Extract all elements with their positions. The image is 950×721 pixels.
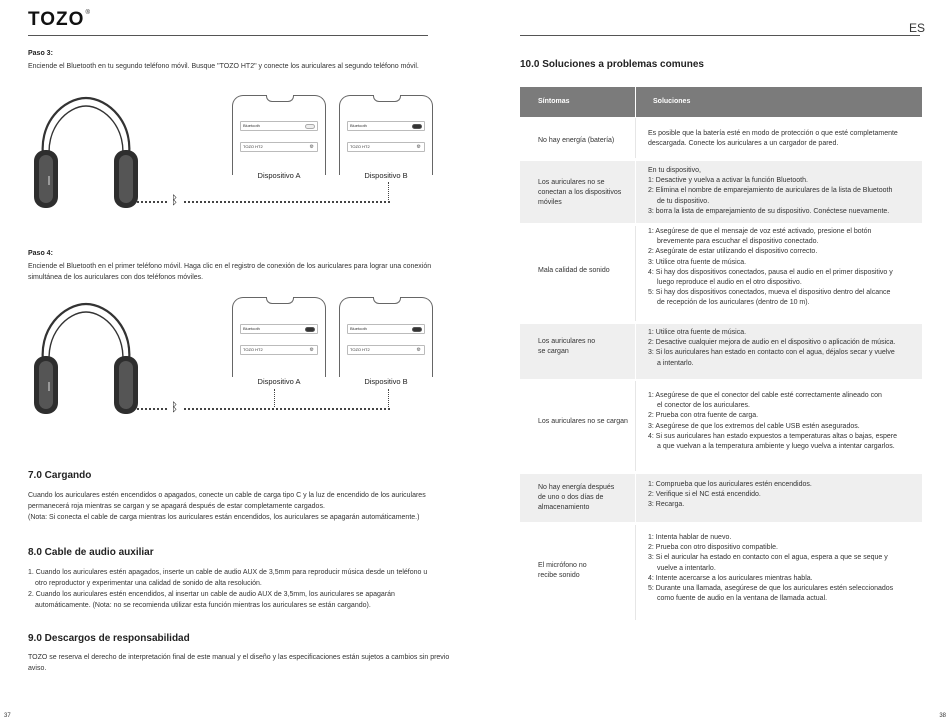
solution-line: 2: Desactive cualquier mejora de audio en el dispositivo o aplicación de música. [648,339,896,347]
solution-line: de tu dispositivo. [657,197,710,205]
symptom-line: Los auriculares no se [538,179,605,186]
solution-line: 1: Asegúrese de que el conector del cable esté correctamente alineado con [648,392,882,399]
symptom-line: Los auriculares no se cargan [538,418,628,425]
solution-line: 2: Prueba con otra fuente de carga. [648,412,759,420]
section-8-item-1-cont: otro reproductor y experimentar una calidad de sonido de alta resolución. [35,580,262,587]
section-8-item-2: 2. Cuando los auriculares estén encendidos, al insertar un cable de audio AUX de 3,5mm, los auriculares se apagarán [28,591,395,598]
solution-line: 1: Comprueba que los auriculares estén encendidos. [648,481,812,488]
connection-dots [137,201,167,203]
symptom-cell [538,266,634,276]
header-divider-line [635,87,636,117]
connection-dots [184,201,390,203]
right-page [475,0,950,721]
paired-device-row: TOZO HT2 ⚙ [240,142,318,152]
solution-line: 3: Utilice otra fuente de música. [648,258,747,266]
device-a-label: Dispositivo A [257,377,301,386]
bluetooth-setting-row: Bluetooth [347,121,425,131]
solution-cell [648,480,918,511]
section-8-title: 8.0 Cable de audio auxiliar [28,547,154,558]
paired-device-row: TOZO HT2 ⚙ [347,142,425,152]
phone-notch [266,297,294,304]
solution-line: el conector de los auriculares. [657,402,750,410]
solution-line: 1: Utilice otra fuente de música. [648,329,747,336]
bluetooth-setting-row: Bluetooth [240,121,318,131]
symptom-line: El micrófono no [538,562,587,569]
solution-line: 4: Si sus auriculares han estado expuestos a temperaturas altas o bajas, espere [648,432,898,440]
column-divider [635,324,636,379]
symptom-cell [538,178,634,208]
symptom-cell [538,561,634,581]
symptom-line: móviles [538,199,562,206]
column-divider [635,474,636,522]
section-10-title: 10.0 Soluciones a problemas comunes [520,59,704,70]
solution-cell [648,328,918,369]
connection-dots [274,389,276,407]
column-divider [635,161,636,223]
header-solutions: Soluciones [653,98,691,105]
solution-line: vuelve a intentarlo. [657,564,716,572]
column-divider [635,525,636,620]
bluetooth-toggle-on [412,327,422,332]
solution-line: En tu dispositivo, [648,167,701,174]
column-divider [635,381,636,471]
table-row [520,226,922,321]
section-8-text [28,567,458,611]
solution-line: 3: Recarga. [648,501,685,509]
solution-line: 4: Intente acercarse a los auriculares mientras habla. [648,574,813,582]
phone-device-a [232,297,326,377]
symptom-cell [538,483,634,513]
column-divider [635,118,636,158]
section-8-item-1: 1. Cuando los auriculares estén apagados, inserte un cable de audio AUX de 3,5mm para reproducir música desde un teléfono u [28,569,428,576]
symptom-cell [538,337,634,357]
device-b-label: Dispositivo B [364,377,408,386]
info-icon: ⚙ [309,144,314,150]
solution-line: 3: Si los auriculares han estado en contacto con el agua, déjalos secar y vuelve [648,349,895,357]
solution-line: luego reproduce el audio en el otro dispositivo. [657,279,802,287]
bluetooth-icon: ᛒ [171,193,179,207]
symptom-line: recibe sonido [538,572,580,579]
solution-line: de recepción de los auriculares (dentro de 10 m). [657,299,810,307]
phone-notch [373,95,401,102]
solution-line: a intentarlo. [657,359,694,367]
solution-line: como fuente de audio en la ventana de llamada actual. [657,595,828,603]
section-9-title: 9.0 Descargos de responsabilidad [28,633,190,644]
bluetooth-toggle-off [305,124,315,129]
solution-cell [648,129,918,149]
symptom-line: almacenamiento [538,504,590,511]
solution-cell [648,533,918,604]
language-code: ES [908,21,925,35]
step3-title: Paso 3: [28,50,53,57]
phone-device-b [339,95,433,175]
table-row [520,161,922,223]
headphone-illustration [30,92,142,216]
solution-line: 5: Si hay dos dispositivos conectados, mueva el dispositivo dentro del alcance [648,289,891,297]
solution-line: 1: Desactive y vuelva a activar la función Bluetooth. [648,177,808,185]
page-number: 38 [939,713,946,719]
info-icon: ⚙ [309,347,314,353]
solution-line: 1: Intenta hablar de nuevo. [648,534,732,541]
solution-line: 5: Durante una llamada, asegúrese de que los auriculares estén seleccionados [648,585,894,593]
solution-line: 3: Asegúrese de que los extremos del cable USB estén asegurados. [648,422,860,430]
phone-device-a [232,95,326,175]
table-row [520,324,922,379]
tozo-logo: TOZO® [28,9,91,30]
step4-text: Enciende el Bluetooth en el primer teléfono móvil. Haga clic en el registro de conexión de los auriculares para lograr una conexión simultánea de los auriculares con dos teléfonos móviles. [28,263,432,281]
info-icon: ⚙ [416,347,421,353]
symptom-cell [538,136,634,146]
solution-cell [648,166,918,217]
symptom-line: No hay energía después [538,484,615,491]
table-row [520,525,922,620]
bluetooth-toggle-on [412,124,422,129]
symptom-cell [538,417,634,427]
connection-dots [388,389,390,407]
solution-line: a que vuelvan a la temperatura ambiente y luego vuelva a intentar cargarlos. [657,443,895,451]
phone-notch [266,95,294,102]
solution-line: Es posible que la batería esté en modo de protección o que esté completamente [648,130,898,137]
column-divider [635,226,636,321]
section-7-text: Cuando los auriculares estén encendidos o apagados, conecte un cable de carga tipo C y la luz de encendido de los auriculares permanecerá roja mientras se cargan y se apagará después de estar completamente cargados. (Nota: Si conecta el cable de carga mientras los auriculares están encendidos, los auriculares se apagarán automáticamente.) [28,492,426,521]
solution-cell [648,391,918,452]
solution-cell [648,227,918,309]
solution-line: brevemente para escuchar el dispositivo conectado. [657,238,819,246]
connection-dots [137,408,167,410]
header-symptoms: Síntomas [538,98,570,105]
solution-line: 3: borra la lista de emparejamiento de su dispositivo. Conéctese nuevamente. [648,207,890,215]
phone-device-b [339,297,433,377]
solution-line: 4: Si hay dos dispositivos conectados, pausa el audio en el primer dispositivo y [648,268,893,276]
solution-line: 2: Verifique si el NC está encendido. [648,491,761,499]
solution-line: 2: Elimina el nombre de emparejamiento de auriculares de la lista de Bluetooth [648,187,893,195]
phone-notch [373,297,401,304]
symptom-line: Los auriculares no [538,338,596,345]
section-9-text: TOZO se reserva el derecho de interpretación final de este manual y el diseño y las especificaciones están sujetos a cambios sin previo aviso. [28,654,450,672]
table-row [520,381,922,471]
solution-line: 1: Asegúrese de que el mensaje de voz esté activado, presione el botón [648,228,872,235]
symptom-line: se cargan [538,348,569,355]
paired-device-row: TOZO HT2 ⚙ [347,345,425,355]
symptom-line: de uno o dos días de [538,494,604,501]
section-8-item-2-cont: automáticamente. (Nota: no se recomienda utilizar esta función mientras los auriculares se están cargando). [35,602,371,609]
table-header [520,87,922,117]
connection-dots [388,182,390,200]
bluetooth-setting-row: Bluetooth [347,324,425,334]
paired-device-row: TOZO HT2 ⚙ [240,345,318,355]
step3-text: Enciende el Bluetooth en tu segundo teléfono móvil. Busque "TOZO HT2" y conecte los auriculares al segundo teléfono móvil. [28,63,419,70]
table-row [520,474,922,522]
headphone-illustration [30,298,142,422]
table-row [520,118,922,158]
bluetooth-icon: ᛒ [171,400,179,414]
solution-line: descargada. Conecte los auriculares a un cargador de pared. [648,140,839,148]
symptom-line: Mala calidad de sonido [538,267,610,274]
step4-title: Paso 4: [28,250,53,257]
bluetooth-toggle-on [305,327,315,332]
device-b-label: Dispositivo B [364,171,408,180]
info-icon: ⚙ [416,144,421,150]
bluetooth-setting-row: Bluetooth [240,324,318,334]
solution-line: 2: Prueba con otro dispositivo compatible. [648,544,778,552]
section-7-title: 7.0 Cargando [28,470,92,481]
solution-line: 2: Asegúrate de estar utilizando el dispositivo correcto. [648,248,818,256]
symptom-line: conectan a los dispositivos [538,189,622,196]
connection-dots [184,408,390,410]
page-number: 37 [4,713,11,719]
symptom-line: No hay energía (batería) [538,137,615,144]
device-a-label: Dispositivo A [257,171,301,180]
solution-line: 3: Si el auricular ha estado en contacto con el agua, espera a que se seque y [648,554,888,562]
header-divider [28,35,428,36]
header-divider [520,35,920,36]
